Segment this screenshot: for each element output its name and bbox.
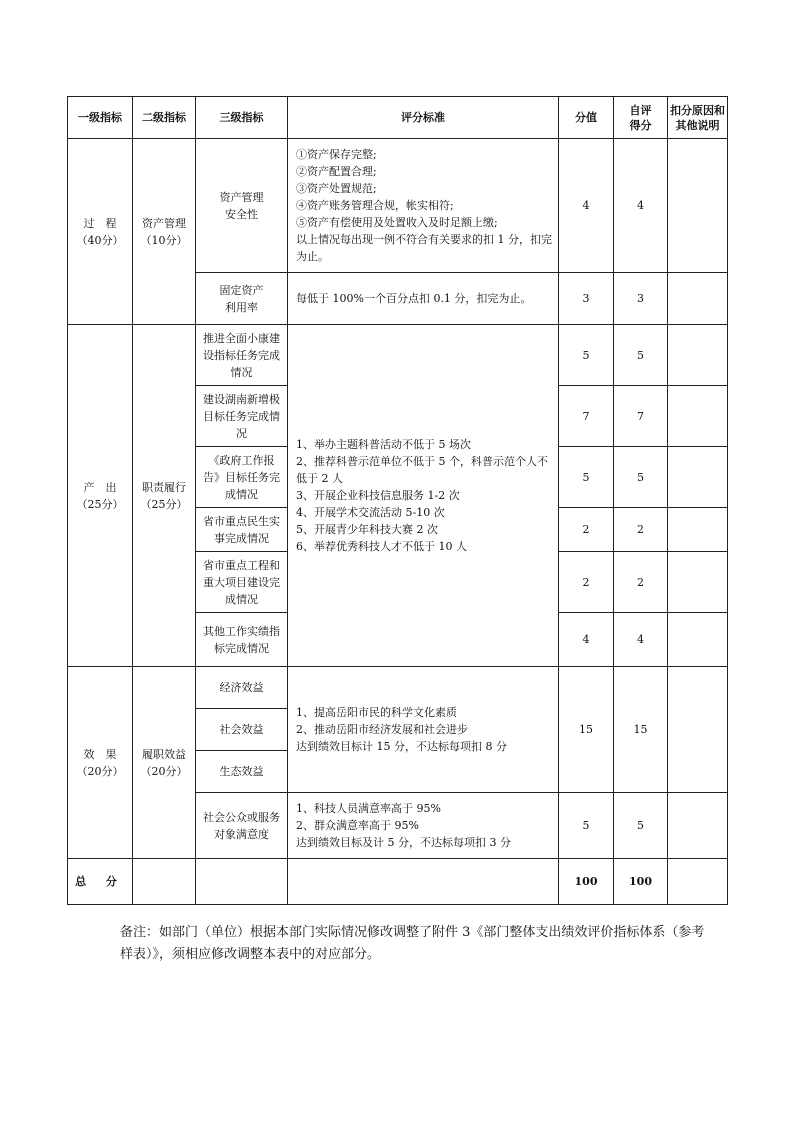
score-cell: 5: [559, 325, 614, 386]
header-level2: 二级指标: [133, 97, 196, 139]
self-score-cell: 4: [614, 613, 668, 667]
header-row: [68, 97, 728, 139]
self-score-cell: 2: [614, 508, 668, 552]
self-score-cell: 7: [614, 386, 668, 447]
level1-process: 过 程 （40分）: [68, 139, 133, 325]
level3-cell: 经济效益: [196, 667, 288, 709]
level3-cell: 生态效益: [196, 751, 288, 793]
reason-cell: [668, 508, 728, 552]
table-row: [68, 325, 728, 386]
level3-cell: 省市重点工程和重大项目建设完成情况: [196, 552, 288, 613]
self-score-cell: 4: [614, 139, 668, 273]
criteria-cell: ①资产保存完整; ②资产配置合理; ③资产处置规范; ④资产账务管理合规，帐实相符; ⑤资产有偿使用及处置收入及时足额上缴; 以上情况每出现一例不符合有关要求的扣 1 分，扣完为止。: [288, 139, 559, 273]
reason-cell: [668, 273, 728, 325]
reason-cell: [668, 325, 728, 386]
table-row: [68, 667, 728, 709]
level1-output: 产 出 （25分）: [68, 325, 133, 667]
evaluation-table: [67, 96, 728, 905]
reason-cell: [668, 552, 728, 613]
score-cell: 4: [559, 139, 614, 273]
criteria-cell: 1、科技人员满意率高于 95% 2、群众满意率高于 95% 达到绩效目标及计 5 分，不达标每项扣 3 分: [288, 793, 559, 859]
total-score: 100: [559, 859, 614, 905]
level2-performance-benefit: 履职效益 （20分）: [133, 667, 196, 859]
level3-cell: 社会公众或服务对象满意度: [196, 793, 288, 859]
self-score-cell: 2: [614, 552, 668, 613]
score-cell: 4: [559, 613, 614, 667]
footnote: 备注：如部门（单位）根据本部门实际情况修改调整了附件 3《部门整体支出绩效评价指标体系（参考样表）》，须相应修改调整本表中的对应部分。: [120, 925, 705, 962]
self-score-cell: 3: [614, 273, 668, 325]
criteria-cell: 1、提高岳阳市民的科学文化素质 2、推动岳阳市经济发展和社会进步 达到绩效目标计 15 分，不达标每项扣 8 分: [288, 667, 559, 793]
self-score-cell: 5: [614, 793, 668, 859]
header-level3: 三级指标: [196, 97, 288, 139]
score-cell: 3: [559, 273, 614, 325]
total-label: 总 分: [68, 859, 133, 905]
reason-cell: [668, 667, 728, 793]
self-score-cell: 5: [614, 447, 668, 508]
level3-cell: 《政府工作报告》目标任务完成情况: [196, 447, 288, 508]
level3-cell: 建设湖南新增极目标任务完成情况: [196, 386, 288, 447]
level3-cell: 资产管理 安全性: [196, 139, 288, 273]
level3-cell: 固定资产 利用率: [196, 273, 288, 325]
total-self-score: 100: [614, 859, 668, 905]
criteria-cell: 每低于 100%一个百分点扣 0.1 分，扣完为止。: [288, 273, 559, 325]
self-score-cell: 5: [614, 325, 668, 386]
reason-cell: [668, 613, 728, 667]
header-level1: 一级指标: [68, 97, 133, 139]
reason-cell: [668, 447, 728, 508]
level3-cell: 推进全面小康建设指标任务完成情况: [196, 325, 288, 386]
score-cell: 2: [559, 508, 614, 552]
empty-cell: [668, 859, 728, 905]
score-cell: 15: [559, 667, 614, 793]
self-score-cell: 15: [614, 667, 668, 793]
reason-cell: [668, 793, 728, 859]
header-criteria: 评分标准: [288, 97, 559, 139]
header-score: 分值: [559, 97, 614, 139]
empty-cell: [133, 859, 196, 905]
empty-cell: [196, 859, 288, 905]
level1-effect: 效 果 （20分）: [68, 667, 133, 859]
reason-cell: [668, 386, 728, 447]
table-row: [68, 139, 728, 273]
empty-cell: [288, 859, 559, 905]
header-self-score: 自评 得分: [614, 97, 668, 139]
total-row: [68, 859, 728, 905]
criteria-cell: 1、举办主题科普活动不低于 5 场次 2、推荐科普示范单位不低于 5 个，科普示范个人不低于 2 人 3、开展企业科技信息服务 1-2 次 4、开展学术交流活动 5-10 次 5、开展青少年科技大赛 2 次 6、举荐优秀科技人才不低于 10 人: [288, 325, 559, 667]
score-cell: 5: [559, 793, 614, 859]
level2-duty-performance: 职责履行 （25分）: [133, 325, 196, 667]
level2-asset-management: 资产管理 （10分）: [133, 139, 196, 325]
score-cell: 7: [559, 386, 614, 447]
reason-cell: [668, 139, 728, 273]
level3-cell: 社会效益: [196, 709, 288, 751]
score-cell: 5: [559, 447, 614, 508]
level3-cell: 省市重点民生实事完成情况: [196, 508, 288, 552]
score-cell: 2: [559, 552, 614, 613]
level3-cell: 其他工作实绩指标完成情况: [196, 613, 288, 667]
header-deduction-reason: 扣分原因和 其他说明: [668, 97, 728, 139]
